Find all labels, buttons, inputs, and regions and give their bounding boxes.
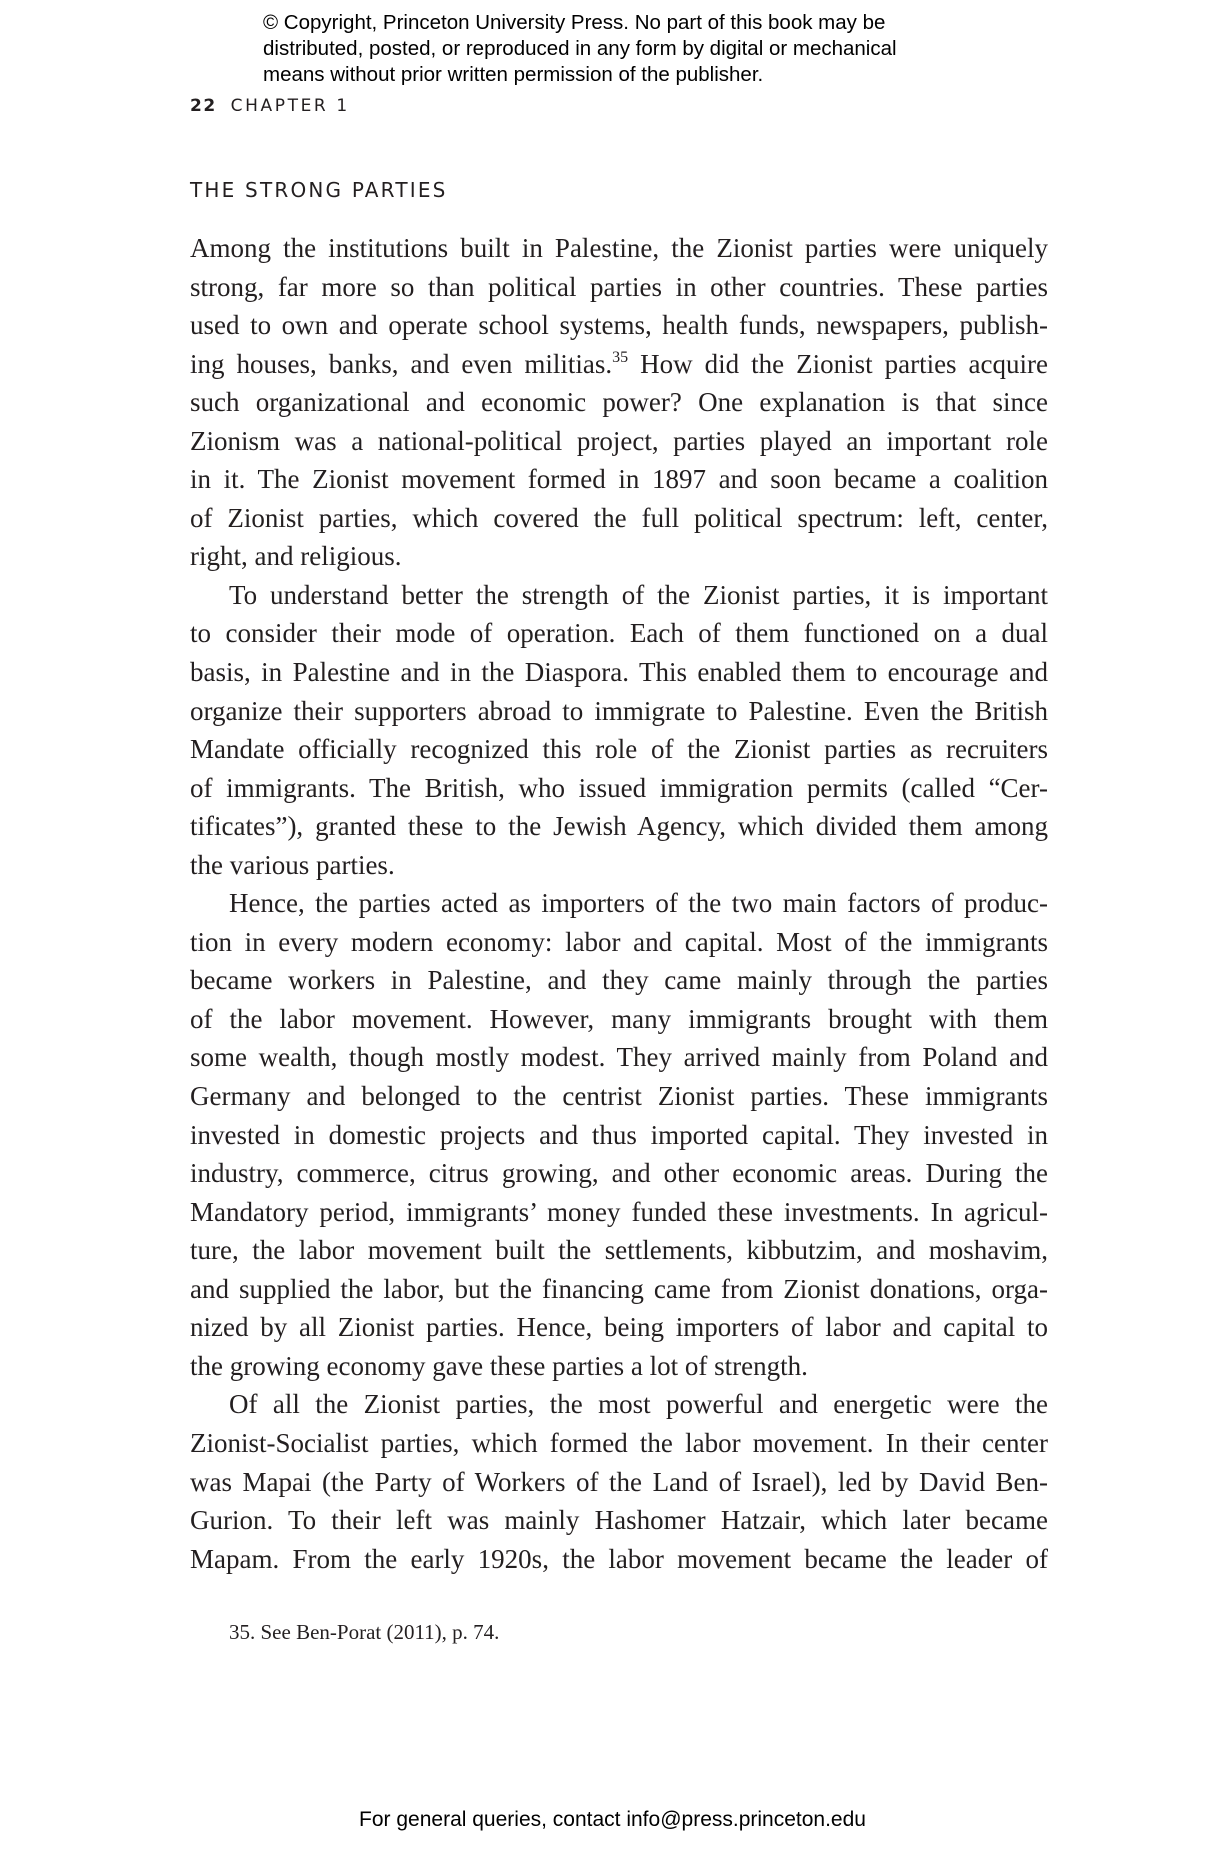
text-line: tificates”), granted these to the Jewish Agency, which divided them among bbox=[190, 811, 1048, 842]
text-line: Germany and belonged to the centrist Zionist parties. These immigrants bbox=[190, 1081, 1048, 1112]
text-line: Among the institutions built in Palestine, the Zionist parties were uniquely bbox=[190, 233, 1048, 263]
text-line: and supplied the labor, but the financing came from Zionist donations, orga- bbox=[190, 1273, 1048, 1304]
text-line: became workers in Palestine, and they came mainly through the parties bbox=[190, 965, 1048, 996]
contact-line: For general queries, contact info@press.princeton.edu bbox=[359, 1808, 866, 1831]
text-line: used to own and operate school systems, health funds, newspapers, publish- bbox=[190, 310, 1048, 341]
text-line: right, and religious. bbox=[190, 541, 402, 572]
text-line: invested in domestic projects and thus imported capital. They invested in bbox=[190, 1119, 1048, 1150]
section-title: THE STRONG PARTIES bbox=[190, 178, 448, 202]
text-line: strong, far more so than political parties in other countries. These parties bbox=[190, 271, 1048, 302]
copyright-line: means without prior written permission of the publisher. bbox=[263, 63, 764, 86]
text-line: ture, the labor movement built the settlements, kibbutzim, and moshavim, bbox=[190, 1235, 1048, 1266]
text-line: Of all the Zionist parties, the most powerful and energetic were the bbox=[229, 1389, 1048, 1420]
page-number: 22 bbox=[190, 96, 217, 116]
text-line: basis, in Palestine and in the Diaspora. This enabled them to encourage and bbox=[190, 657, 1048, 688]
chapter-label: CHAPTER 1 bbox=[230, 96, 350, 116]
text-line: of immigrants. The British, who issued immigration permits (called “Cer- bbox=[190, 772, 1048, 803]
footnote: 35. See Ben-Porat (2011), p. 74. bbox=[229, 1620, 500, 1644]
text-line: some wealth, though mostly modest. They arrived mainly from Poland and bbox=[190, 1042, 1048, 1073]
text-line: such organizational and economic power? One explanation is that since bbox=[190, 387, 1048, 418]
text-line: the growing economy gave these parties a lot of strength. bbox=[190, 1350, 808, 1381]
text-segment: ing houses, banks, and even militias. bbox=[190, 348, 613, 379]
copyright-notice bbox=[263, 10, 1023, 88]
text-line: in it. The Zionist movement formed in 1897 and soon became a coalition bbox=[190, 464, 1048, 495]
text-line: Mapam. From the early 1920s, the labor movement became the leader of bbox=[190, 1543, 1048, 1574]
text-line: Zionism was a national-political project, parties played an important role bbox=[190, 425, 1048, 456]
text-line: industry, commerce, citrus growing, and other economic areas. During the bbox=[190, 1158, 1048, 1189]
text-line: to consider their mode of operation. Each of them functioned on a dual bbox=[190, 618, 1048, 649]
text-line: Hence, the parties acted as importers of the two main factors of produc- bbox=[229, 888, 1048, 919]
copyright-line: © Copyright, Princeton University Press. No part of this book may be bbox=[263, 11, 886, 34]
copyright-line: distributed, posted, or reproduced in any form by digital or mechanical bbox=[263, 37, 897, 60]
text-line: nized by all Zionist parties. Hence, being importers of labor and capital to bbox=[190, 1312, 1048, 1343]
text-line: the various parties. bbox=[190, 849, 395, 880]
text-line: organize their supporters abroad to immigrate to Palestine. Even the British bbox=[190, 695, 1048, 726]
text-line: was Mapai (the Party of Workers of the Land of Israel), led by David Ben- bbox=[190, 1466, 1048, 1497]
text-line: Zionist-Socialist parties, which formed the labor movement. In their center bbox=[190, 1427, 1048, 1458]
body-text bbox=[190, 229, 1048, 1578]
text-segment: How did the Zionist parties acquire bbox=[628, 348, 1048, 379]
text-line: To understand better the strength of the Zionist parties, it is important bbox=[229, 579, 1048, 610]
text-line: Mandate officially recognized this role of the Zionist parties as recruiters bbox=[190, 734, 1048, 765]
text-line: of Zionist parties, which covered the full political spectrum: left, center, bbox=[190, 502, 1048, 533]
text-line: Gurion. To their left was mainly Hashomer Hatzair, which later became bbox=[190, 1505, 1048, 1536]
text-line: tion in every modern economy: labor and capital. Most of the immigrants bbox=[190, 926, 1048, 957]
footnote-marker: 35 bbox=[612, 348, 629, 366]
text-line: Mandatory period, immigrants’ money funded these investments. In agricul- bbox=[190, 1196, 1048, 1227]
running-head bbox=[190, 96, 350, 116]
text-line bbox=[190, 345, 1048, 384]
text-line: of the labor movement. However, many immigrants brought with them bbox=[190, 1003, 1048, 1034]
